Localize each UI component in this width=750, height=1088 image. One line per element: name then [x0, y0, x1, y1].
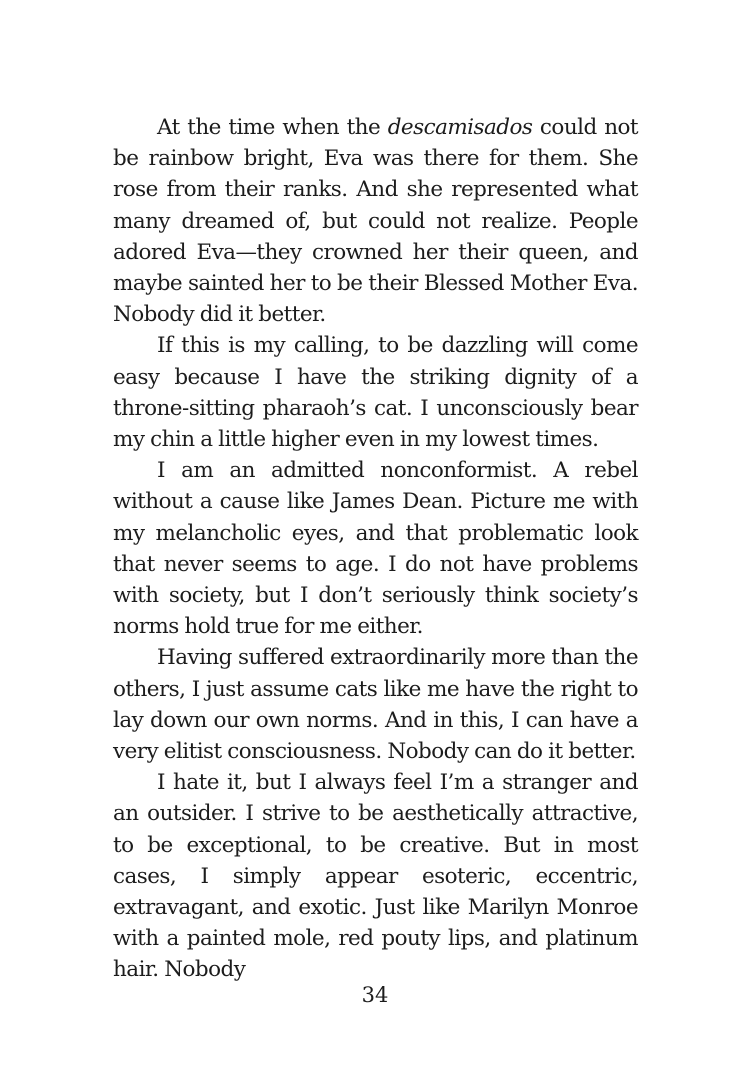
paragraph: I hate it, but I always feel I’m a stranger and an outsider. I strive to be aesthetically attractive, to be exceptional, to be creative. But in most cases, I simply appear esoteric, eccentric, extravagant, and exotic. Just like Marilyn Monroe with a painted mole, red pouty lips, and platinum hair. Nobody: [113, 770, 638, 983]
paragraph: [113, 112, 638, 330]
paragraph-text: At the time when the: [157, 115, 388, 140]
page-number: 34: [361, 983, 389, 1007]
emphasized-word: descamisados: [387, 115, 533, 140]
paragraph-text: could not be rainbow bright, Eva was there for them. She rose from their ranks. And she represented what many dreamed of, but could not realize. People adored Eva—they crowned her their queen, and maybe sainted her to be their Blessed Mother Eva. Nobody did it better.: [113, 115, 639, 328]
body-text: [113, 112, 638, 986]
paragraph: Having suffered extraordinarily more than the others, I just assume cats like me have the right to lay down our own norms. And in this, I can have a very elitist consciousness. Nobody can do it better.: [113, 645, 638, 765]
paragraph: I am an admitted nonconformist. A rebel without a cause like James Dean. Picture me with my melancholic eyes, and that problematic look that never seems to age. I do not have problems with society, but I don’t seriously think society’s norms hold true for me either.: [113, 458, 638, 640]
paragraph: If this is my calling, to be dazzling will come easy because I have the striking dignity of a throne-sitting pharaoh’s cat. I unconsciously bear my chin a little higher even in my lowest times.: [113, 333, 638, 453]
